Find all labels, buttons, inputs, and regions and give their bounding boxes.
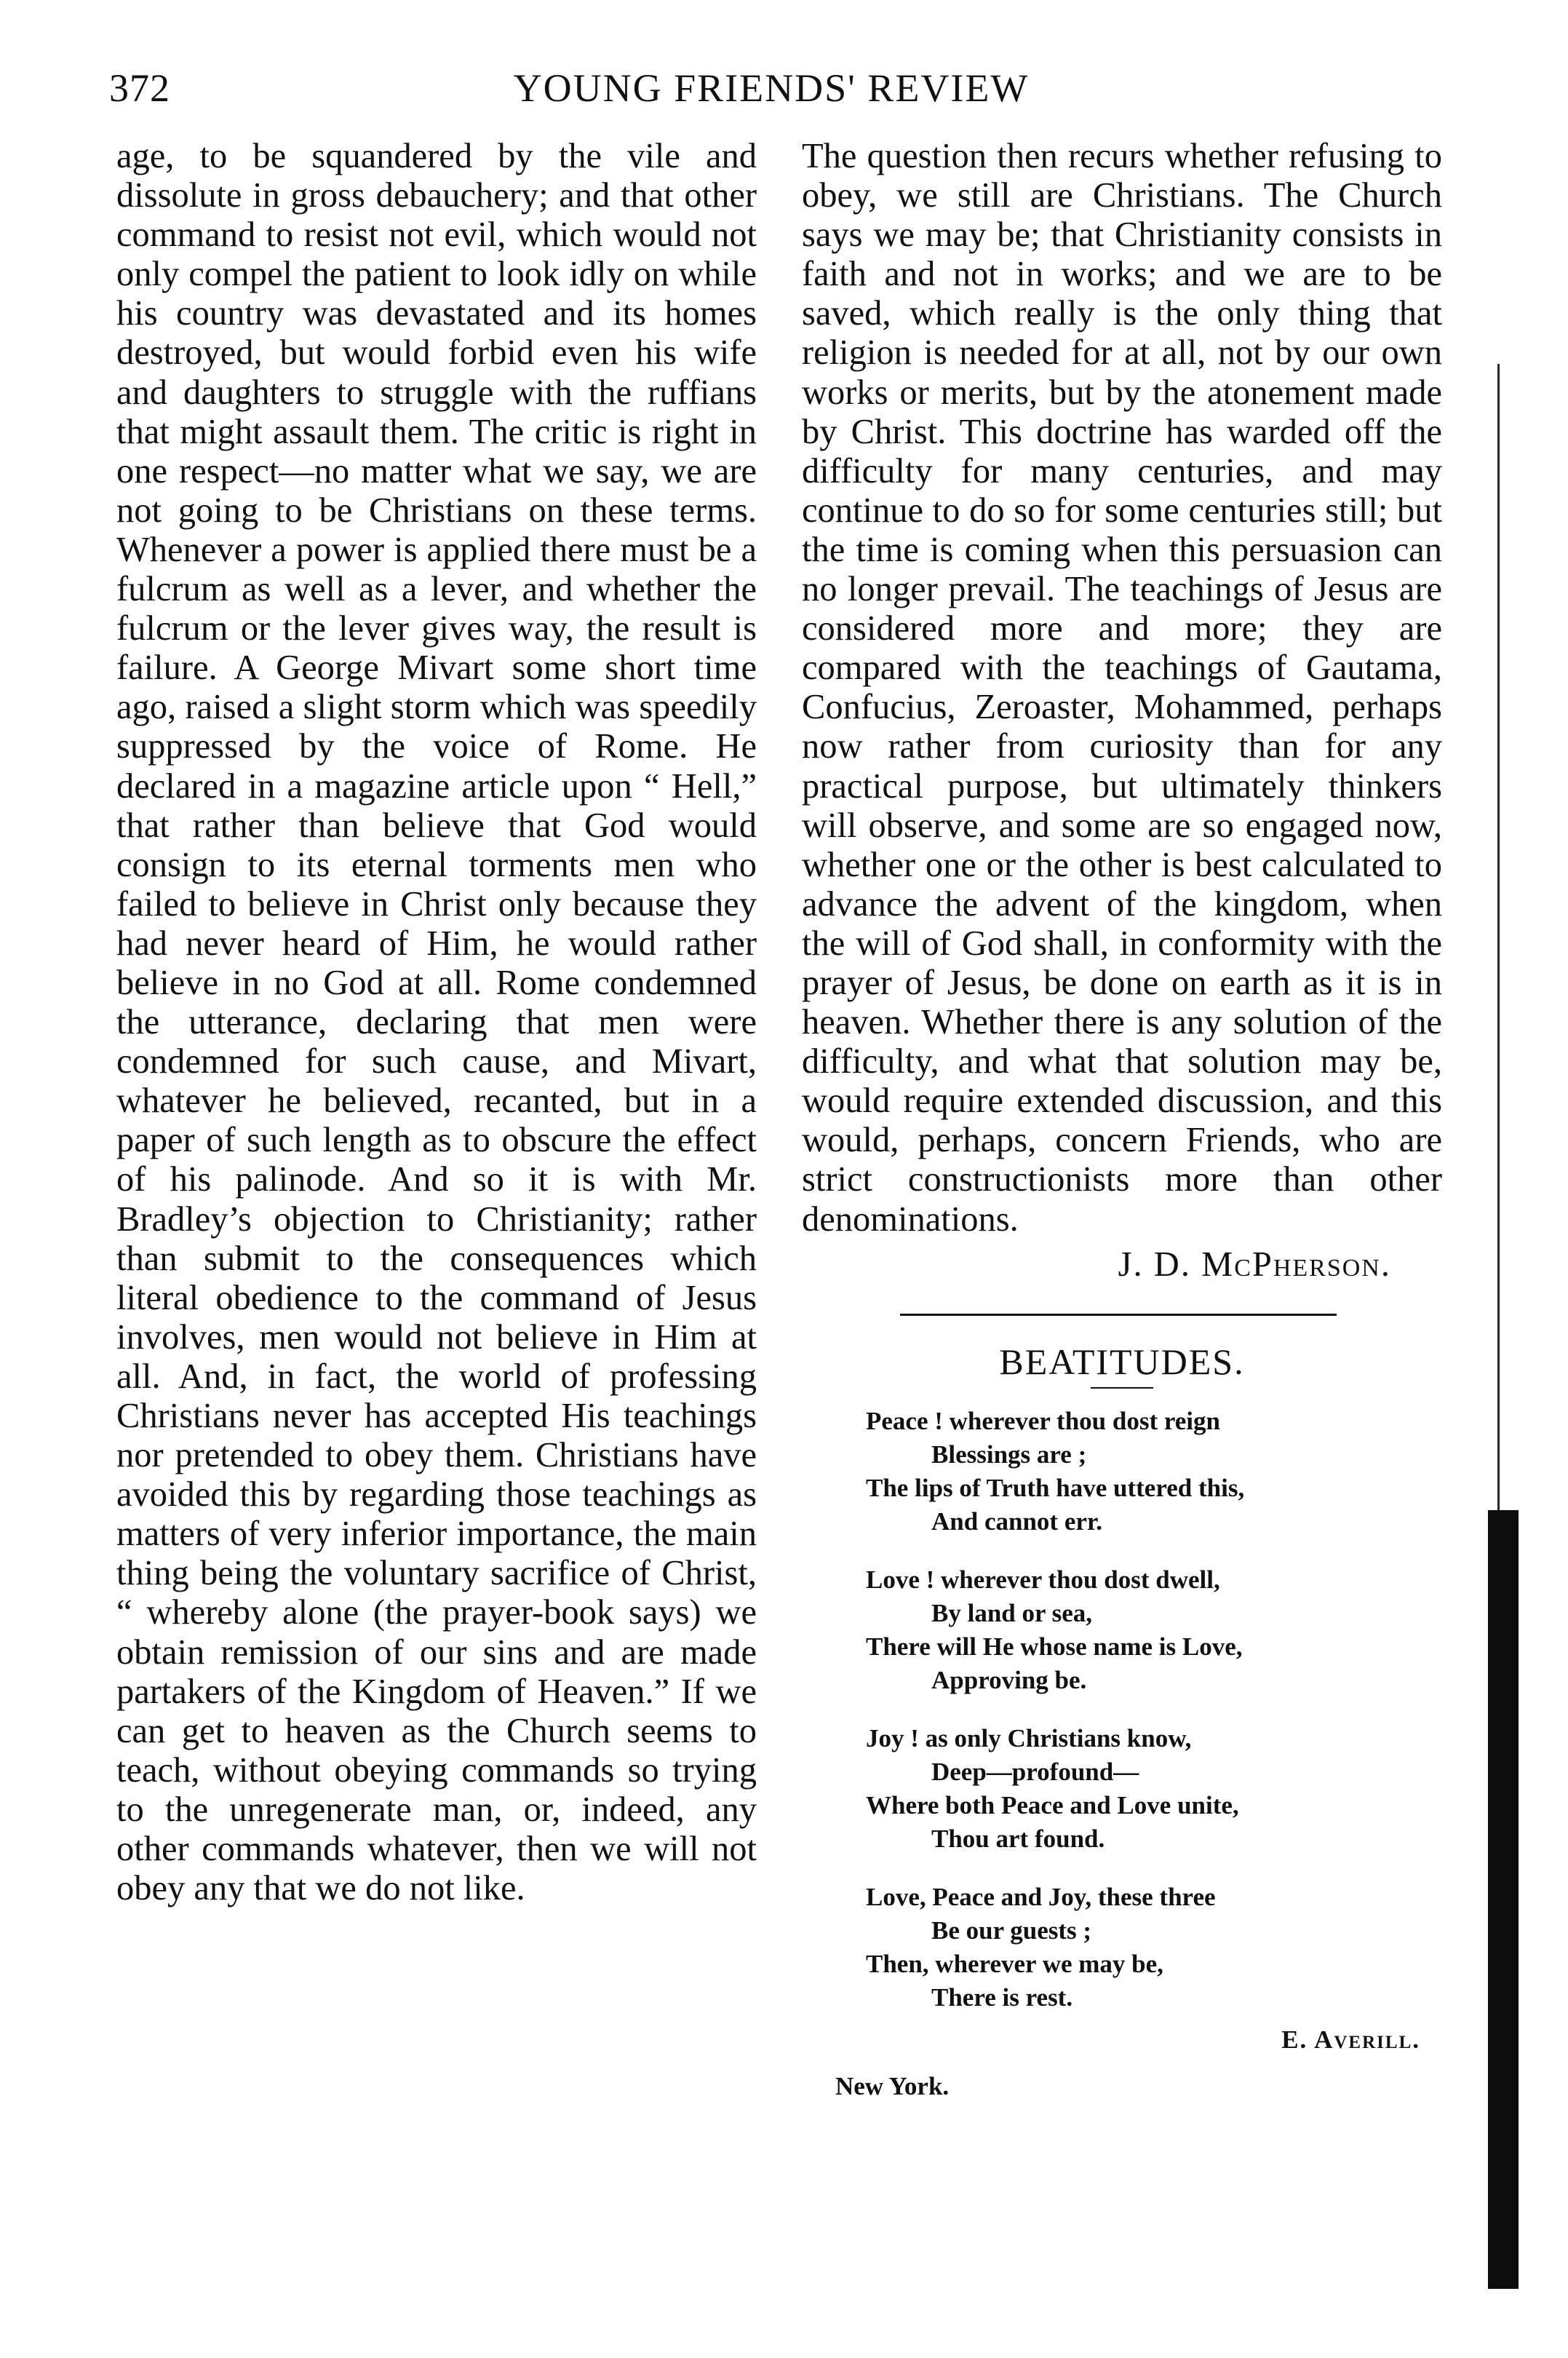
section-divider (900, 1314, 1337, 1316)
poem-title: BEATITUDES. (999, 1341, 1245, 1382)
gutter-shadow-bar (1488, 1510, 1519, 2289)
poem-stanza (866, 1881, 1442, 2014)
poem-line: By land or sea, (931, 1598, 1093, 1627)
right-column (802, 137, 1442, 2106)
poem-stanza (866, 1405, 1442, 1539)
gutter-shadow-line (1497, 364, 1500, 1510)
poem-line: Blessings are ; (931, 1440, 1087, 1469)
poem-line: There will He whose name is Love, (866, 1632, 1243, 1661)
poem-stanza (866, 1563, 1442, 1697)
left-column-text: age, to be squandered by the vile and dissolute in gross debauchery; and that other command to resist not evil, which would not only compel the patient to look idly on while his country was devastated and its homes destroyed, but would forbid even his wife and daughters to struggle with the ruffians that might assault them. The critic is right in one respect—no matter what we say, we are not going to be Christians on these terms. Whenever a power is applied there must be a fulcrum as well as a lever, and whether the fulcrum or the lever gives way, the result is failure. A George Mivart some short time ago, raised a slight storm which was speedily suppressed by the voice of Rome. He declared in a magazine article upon “ Hell,” that rather than believe that God would consign to its eternal torments men who failed to believe in Christ only because they had never heard of Him, he would rather believe in no God at all. Rome condemned the utterance, declaring that men were condemned for such cause, and Mivart, whatever he believed, recanted, but in a paper of such length as to obscure the effect of his palinode. And so it is with Mr. Bradley’s objection to Christianity; rather than submit to the consequences which literal obedience to the command of Jesus involves, men would not believe in Him at all. And, in fact, the world of professing Christians never has accepted His teachings nor pretended to obey them. Christians have avoided this by regarding those teachings as matters of very inferior importance, the main thing being the voluntary sacrifice of Christ, “ whereby alone (the prayer-book says) we obtain remission of our sins and are made partakers of the Kingdom of Heaven.” If we can get to heaven as the Church seems to teach, without obeying commands so trying to the unregenerate man, or, indeed, any other commands whatever, then we will not obey any that we do not like. (116, 137, 757, 1908)
page-number: 372 (109, 66, 170, 110)
poem-line: Then, wherever we may be, (866, 1949, 1163, 1978)
poem-line: Peace ! wherever thou dost reign (866, 1406, 1220, 1435)
poem-line: Love ! wherever thou dost dwell, (866, 1565, 1220, 1594)
right-column-text: The question then recurs whether refusing to obey, we still are Christians. The Church says we may be; that Christianity consists in faith and not in works; and we are to be saved, which really is the only thing that religion is needed for at all, not by our own works or merits, but by the atonement made by Christ. This doctrine has warded off the difficulty for many centuries, and may continue to do so for some centuries still; but the time is coming when this persuasion can no longer prevail. The teachings of Jesus are considered more and more; they are compared with the teachings of Gautama, Confucius, Zeroaster, Mohammed, perhaps now rather from curiosity than for any practical purpose, but ultimately thinkers will observe, and some are so engaged now, whether one or the other is best calculated to advance the advent of the kingdom, when the will of God shall, in conformity with the prayer of Jesus, be done on earth as it is in heaven. Whether there is any solution of the difficulty, and what that solution may be, would require extended discussion, and this would, perhaps, concern Friends, who are strict constructionists more than other denominations. (802, 137, 1442, 1239)
poem-place: New York. (835, 2071, 950, 2100)
poem-stanza (866, 1722, 1442, 1856)
poem-line: And cannot err. (931, 1506, 1102, 1536)
title-rule (1091, 1387, 1153, 1389)
poem (866, 1405, 1442, 2014)
running-title: YOUNG FRIENDS' REVIEW (513, 66, 1030, 110)
left-column (116, 137, 757, 1908)
poem-line: There is rest. (931, 1982, 1073, 2012)
article-byline: J. D. McPherson. (1118, 1244, 1391, 1284)
poem-line: Be our guests ; (931, 1916, 1092, 1945)
poem-line: Where both Peace and Love unite, (866, 1790, 1239, 1819)
poem-line: Joy ! as only Christians know, (866, 1723, 1192, 1752)
page-header (109, 66, 1433, 131)
poem-author: E. Averill. (1281, 2025, 1420, 2054)
poem-line: Approving be. (931, 1665, 1087, 1694)
poem-line: Deep—profound— (931, 1757, 1139, 1786)
poem-line: The lips of Truth have uttered this, (866, 1473, 1245, 1502)
poem-line: Thou art found. (931, 1824, 1105, 1853)
poem-line: Love, Peace and Joy, these three (866, 1882, 1216, 1911)
